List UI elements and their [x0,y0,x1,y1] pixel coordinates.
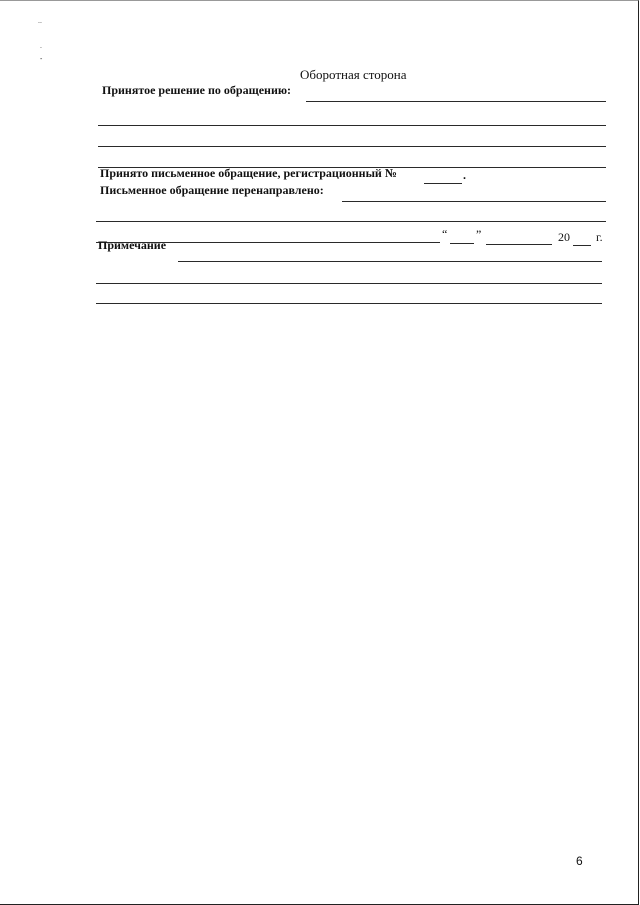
date-year-line[interactable] [573,245,591,246]
note-line[interactable] [96,283,602,284]
page-title: Оборотная сторона [300,67,407,82]
registration-period: . [463,168,466,182]
decision-line[interactable] [98,125,606,126]
registration-number-line[interactable] [424,183,462,184]
date-open-quote: “ [442,227,448,241]
scan-speck: . [40,43,42,50]
note-line[interactable] [178,261,602,262]
page-number: 6 [576,854,583,868]
date-year-suffix: г. [596,230,603,244]
date-day-line[interactable] [450,243,474,244]
date-month-line[interactable] [486,244,552,245]
date-close-quote: ” [476,227,482,241]
registration-label: Принято письменное обращение, регистрационный № [100,166,397,180]
decision-line[interactable] [98,146,606,147]
decision-line[interactable] [306,101,606,102]
scan-speck: .. [38,18,42,25]
redirected-line[interactable] [342,201,606,202]
redirected-label: Письменное обращение перенаправлено: [100,183,324,197]
decision-label: Принятое решение по обращению: [102,83,292,97]
redirected-line[interactable] [96,221,606,222]
date-year-prefix: 20 [558,230,570,244]
note-label: Примечание [98,238,167,252]
note-line[interactable] [96,303,602,304]
scan-speck: - [40,56,43,63]
